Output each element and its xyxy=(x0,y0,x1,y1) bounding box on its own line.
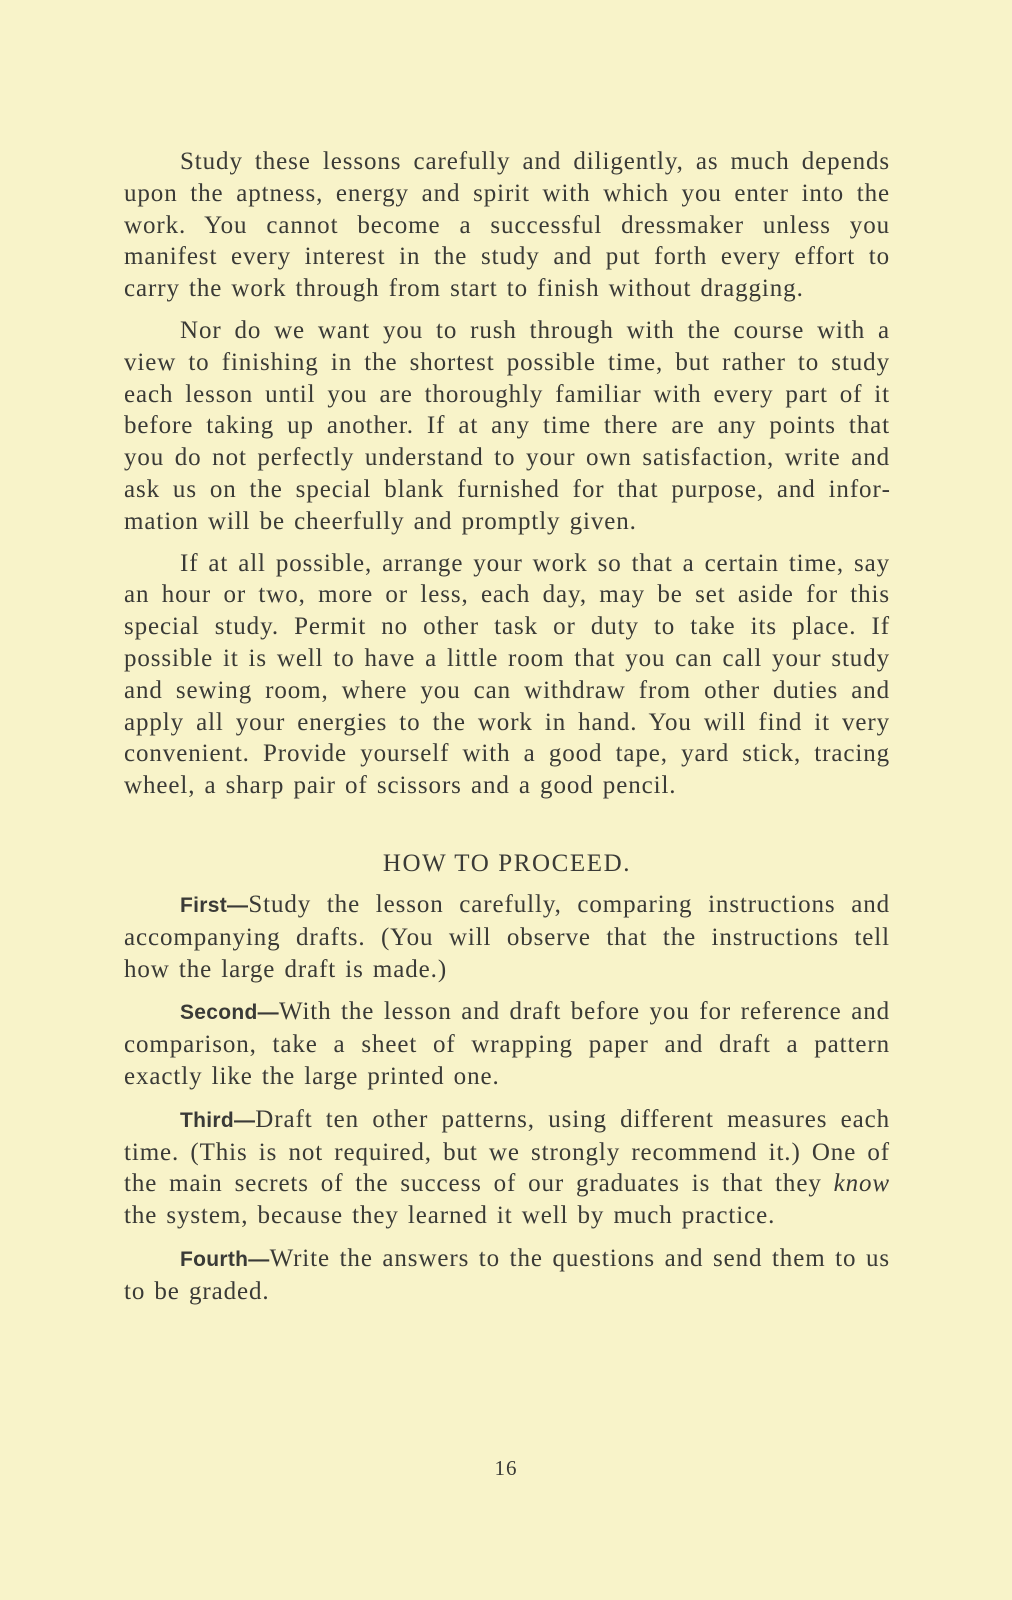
step-second-lead: Second— xyxy=(180,1001,279,1025)
step-third-lead: Third— xyxy=(180,1108,256,1132)
paragraph-schedule: If at all possible, arrange your work so that a certain time, say an hour or two, more or less, each day, may be set aside for this special study. Permit no other task or duty to take its place. If possible it is well to have a little room that you can call your study and sewing room, where you can withdraw from other duties and apply all your energies to the work in hand. You will find it very convenient. Provide yourself with a good tape, yard stick, tracing wheel, a sharp pair of scissors and a good pencil. xyxy=(124,549,890,800)
step-third-text-after: the system, because they learned it well by much practice. xyxy=(124,1202,776,1230)
step-second xyxy=(124,996,890,1092)
page-number: 16 xyxy=(494,1456,518,1480)
paragraph-pace: Nor do we want you to rush through with the course with a view to finishing in the shortest possible time, but rather to study each lesson until you are thoroughly familiar with every part of it before taking up another. If at any time there are any points that you do not perfectly understand to your own satisfaction, write and ask us on the special blank furnished for that purpose, and information will be cheerfully and promptly given. xyxy=(124,316,890,535)
step-second-text: With the lesson and draft before you for reference and comparison, take a sheet of wrapping paper and draft a pattern exactly like the large printed one. xyxy=(124,998,890,1090)
step-third-emphasis: know xyxy=(833,1170,890,1198)
step-first xyxy=(124,889,890,985)
step-third xyxy=(124,1104,890,1232)
step-first-text: Study the lesson carefully, comparing instructions and accompanying drafts. (You will observe that the instructions tell how the large draft is made.) xyxy=(124,890,890,983)
step-third-text-before: Draft ten other patterns, using different measures each time. (This is not required, but we strongly recommend it.) One of the main secrets of the success of our graduates is that they xyxy=(124,1105,890,1198)
step-first-lead: First— xyxy=(180,893,249,917)
step-fourth-lead: Fourth— xyxy=(180,1247,270,1271)
step-fourth-text: Write the answers to the questions and send them to us to be graded. xyxy=(124,1244,890,1305)
paragraph-study: Study these lessons carefully and diligently, as much depends upon the aptness, energy and spirit with which you enter into the work. You cannot become a successful dressmaker unless you manifest every interest in the study and put forth every effort to carry the work through from start to finish without dragging. xyxy=(124,148,890,303)
step-fourth xyxy=(124,1243,890,1308)
steps-list xyxy=(124,889,890,1308)
page-body xyxy=(124,146,890,1319)
section-heading: HOW TO PROCEED. xyxy=(382,849,632,877)
